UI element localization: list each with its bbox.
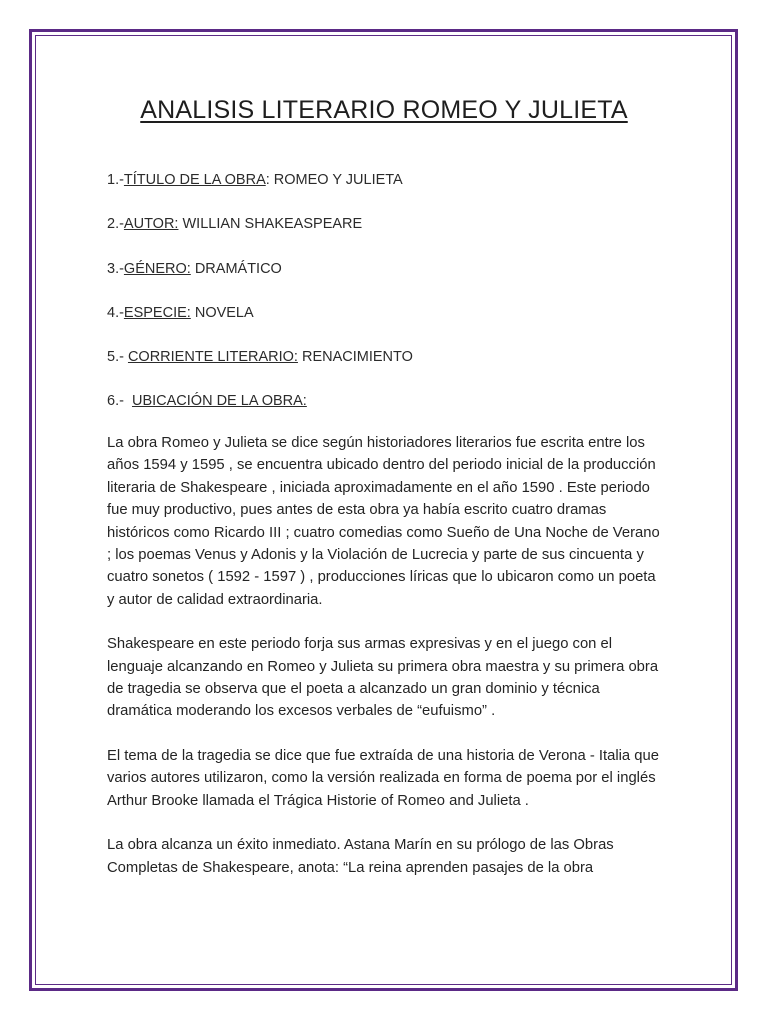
document-title: ANALISIS LITERARIO ROMEO Y JULIETA	[140, 96, 628, 124]
paragraph: Shakespeare en este periodo forja sus armas expresivas y en el juego con el lenguaje alcanzando en Romeo y Julieta su primera obra maestra y su primera obra de tragedia se observa que el poeta a alcanzado un gran dominio y técnica dramática moderando los excesos verbales de “eufuismo” .	[107, 636, 659, 720]
item-prefix: 5.-	[107, 349, 128, 366]
item-value: RENACIMIENTO	[297, 349, 413, 366]
info-item-genre	[107, 259, 667, 303]
item-sep: :	[265, 172, 270, 188]
item-value: WILLIAN SHAKEASPEARE	[178, 216, 363, 233]
info-item-species	[107, 303, 667, 347]
info-item-title	[107, 170, 667, 214]
item-label: TÍTULO DE LA OBRA	[123, 172, 266, 188]
item-prefix: 1.-	[107, 172, 124, 188]
item-prefix: 2.-	[107, 216, 124, 233]
paragraph: El tema de la tragedia se dice que fue extraída de una historia de Verona - Italia que varios autores utilizaron, como la versión realizada en forma de poema por el inglés Arthur Brooke llamada el Trágica Historie of Romeo and Julieta .	[107, 747, 659, 809]
item-prefix: 4.-	[107, 304, 124, 321]
item-label: GÉNERO:	[123, 260, 191, 277]
paragraph: La obra Romeo y Julieta se dice según historiadores literarios fue escrita entre los años 1594 y 1595 , se encuentra ubicado dentro del periodo inicial de la producción literaria de Shakespeare , iniciada aproximadamente en el año 1590 . Este periodo fue muy productivo, pues antes de esta obra ya había escrito cuatro dramas históricos como Ricardo III ; cuatro comedias como Sueño de Una Noche de Verano ; los poemas Venus y Adonis y la Violación de Lucrecia y parte de sus cincuenta y cuatro sonetos ( 1592 - 1597 ) , producciones líricas que lo ubicaron como un poeta y autor de calidad extraordinaria.	[107, 435, 660, 608]
item-prefix: 6.-	[107, 393, 132, 410]
info-item-author	[107, 214, 667, 258]
item-label: CORRIENTE LITERARIO:	[127, 349, 298, 366]
info-item-location	[107, 391, 667, 435]
info-list	[107, 170, 667, 436]
item-prefix: 3.-	[107, 260, 124, 277]
paragraph: La obra alcanza un éxito inmediato. Astana Marín en su prólogo de las Obras Completas de Shakespeare, anota: “La reina aprenden pasajes de la obra	[107, 837, 614, 876]
info-item-movement	[107, 347, 667, 391]
item-label: ESPECIE:	[123, 304, 191, 321]
item-label: UBICACIÓN DE LA OBRA:	[131, 393, 307, 410]
item-value: DRAMÁTICO	[190, 260, 282, 277]
item-value: NOVELA	[190, 304, 254, 321]
item-label: AUTOR:	[123, 216, 179, 233]
body-text	[107, 432, 667, 901]
item-value: ROMEO Y JULIETA	[269, 172, 403, 188]
